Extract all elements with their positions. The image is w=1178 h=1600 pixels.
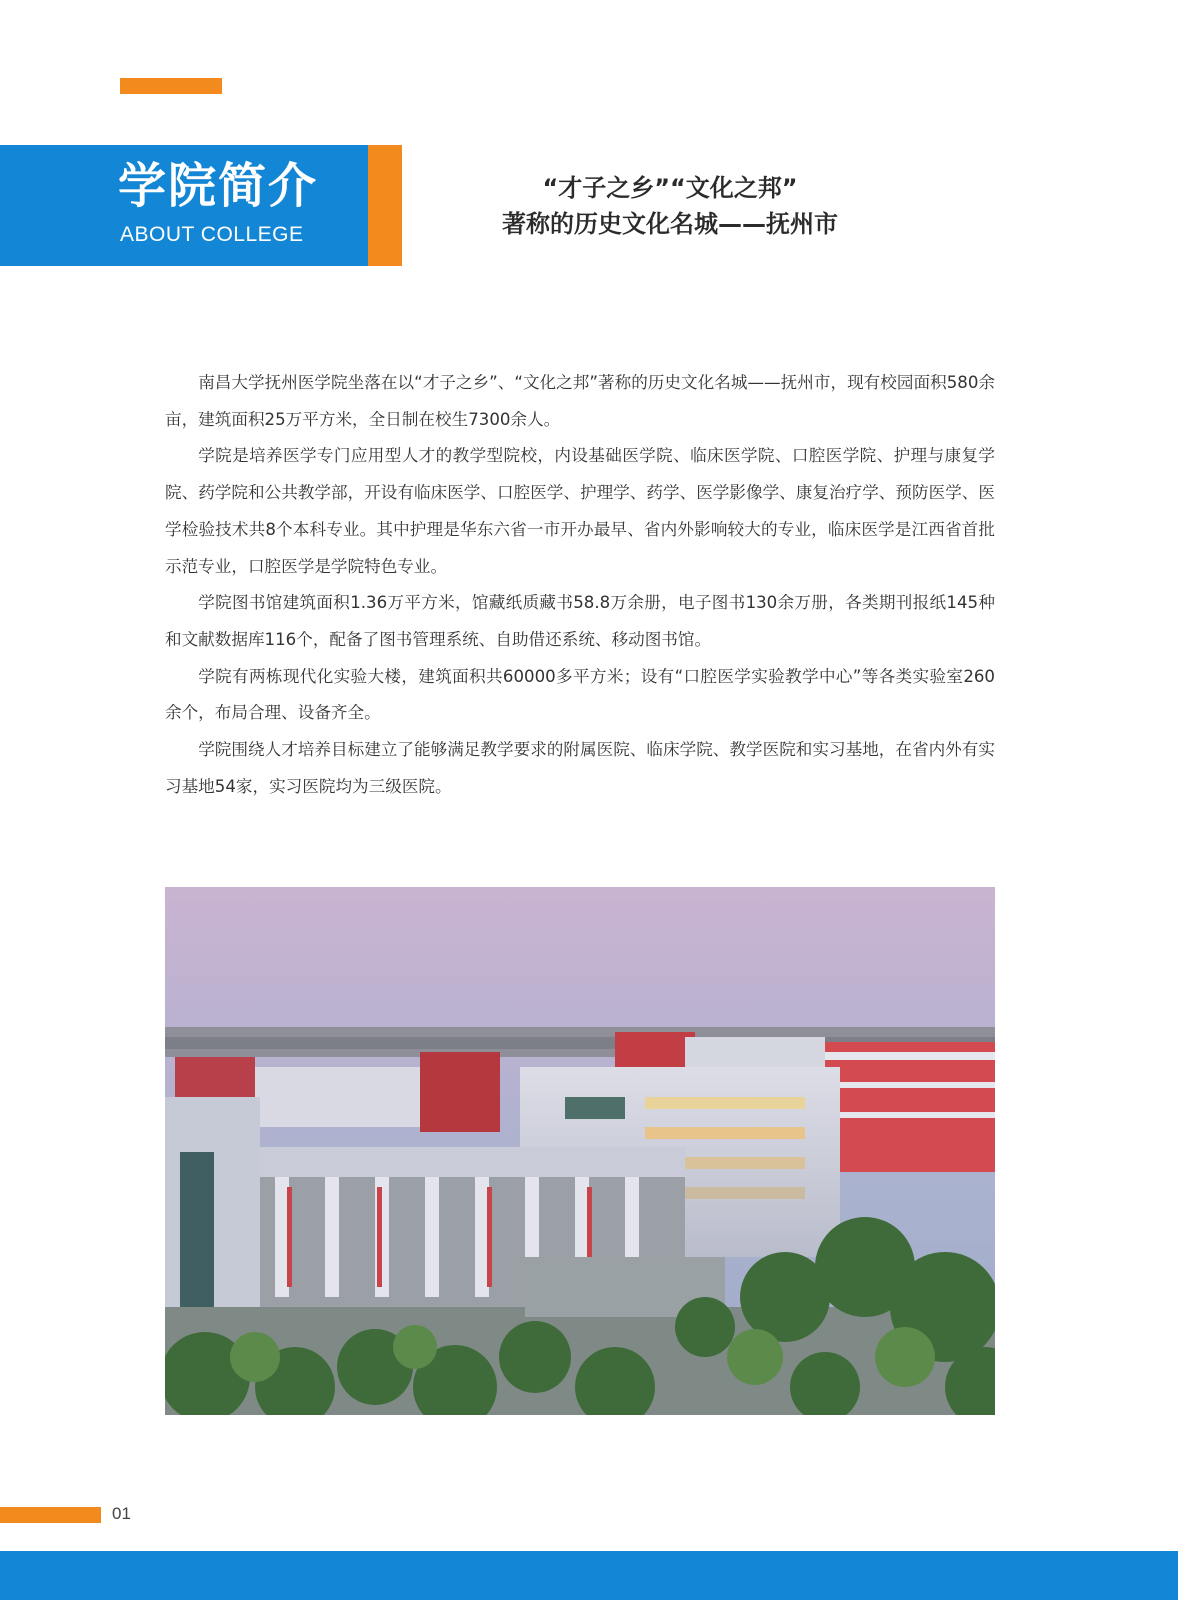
campus-aerial-photo	[165, 887, 995, 1415]
top-orange-accent-bar	[120, 78, 222, 94]
paragraph: 南昌大学抚州医学院坐落在以“才子之乡”、“文化之邦”著称的历史文化名城——抚州市，现有校园面积580余亩，建筑面积25万平方米，全日制在校生7300余人。	[165, 373, 995, 429]
slogan-line-2: 著称的历史文化名城——抚州市	[502, 210, 838, 238]
slogan	[440, 170, 900, 242]
page-number: 01	[112, 1504, 131, 1523]
title-orange-stripe	[368, 145, 402, 266]
intro-text	[165, 365, 995, 805]
paragraph: 学院图书馆建筑面积1.36万平方米，馆藏纸质藏书58.8万余册，电子图书130余万册，各类期刊报纸145种和文献数据库116个，配备了图书管理系统、自助借还系统、移动图书馆。	[165, 593, 995, 649]
footer-orange-accent-bar	[0, 1507, 101, 1523]
paragraph: 学院是培养医学专门应用型人才的教学型院校，内设基础医学院、临床医学院、口腔医学院、护理与康复学院、药学院和公共教学部，开设有临床医学、口腔医学、护理学、药学、医学影像学、康复治疗学、预防医学、医学检验技术共8个本科专业。其中护理是华东六省一市开办最早、省内外影响较大的专业，临床医学是江西省首批示范专业，口腔医学是学院特色专业。	[165, 446, 995, 576]
paragraph: 学院围绕人才培养目标建立了能够满足教学要求的附属医院、临床学院、教学医院和实习基地，在省内外有实习基地54家，实习医院均为三级医院。	[165, 740, 995, 796]
bottom-blue-bar	[0, 1551, 1178, 1600]
page-title: 学院简介	[118, 158, 319, 214]
page-subtitle-en: ABOUT COLLEGE	[120, 223, 304, 246]
paragraph: 学院有两栋现代化实验大楼，建筑面积共60000多平方米；设有“口腔医学实验教学中心”等各类实验室260余个，布局合理、设备齐全。	[165, 666, 995, 723]
slogan-line-1: “才子之乡”“文化之邦”	[542, 174, 798, 202]
